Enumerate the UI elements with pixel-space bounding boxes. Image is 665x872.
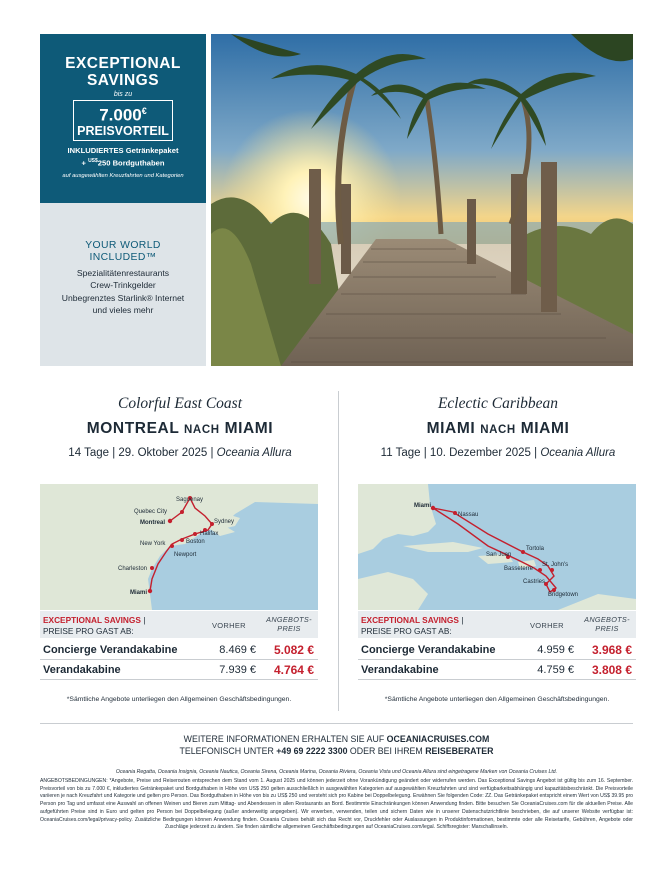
promo-amount: 7.000€	[99, 105, 147, 125]
fineprint: *Sämtliche Angebote unterliegen den Allgemeinen Geschäftsbedingungen.	[66, 696, 292, 703]
your-world-item: und vieles mehr	[92, 305, 154, 316]
trademark-notice: Oceania Regatta, Oceania Insignia, Oceania Nautica, Oceania Sirena, Oceania Marina, Oceania Riviera, Oceania Vista und Oceania Allura sind eingetragene Marken von Oceania Cruises Ltd.	[115, 769, 558, 775]
map-label: Nassau	[458, 512, 479, 518]
map-label: Castries	[523, 579, 546, 585]
map-label: Basseterre	[504, 566, 534, 572]
cruise-info: 11 Tage | 10. Dezember 2025 | Oceania Allura	[380, 447, 616, 459]
price-header: EXCEPTIONAL SAVINGS | PREISE PRO GAST AB: VORHER ANGEBOTS- PREIS	[40, 611, 318, 638]
map-label: Bridgetown	[548, 592, 579, 598]
your-world-item: Crew-Trinkgelder	[90, 280, 156, 291]
map-label: Montreal	[140, 520, 166, 526]
promo-preisvorteil: PREISVORTEIL	[77, 123, 169, 138]
map-label: Halifax	[200, 531, 219, 537]
map-label: Newport	[174, 552, 197, 558]
cruise-info: 14 Tage | 29. Oktober 2025 | Oceania Allura	[68, 447, 292, 459]
cruise-route: MONTREAL NACH MIAMI	[86, 420, 274, 437]
hero-beach-image	[211, 34, 633, 366]
your-world-item: Spezialitätenrestaurants	[76, 268, 170, 278]
price-row: Verandakabine 7.939 € 4.764 €	[40, 660, 318, 680]
promo-bis-zu: bis zu	[113, 91, 133, 98]
price-header: EXCEPTIONAL SAVINGS | PREISE PRO GAST AB: VORHER ANGEBOTS- PREIS	[358, 611, 636, 638]
map-label: Tortola	[526, 546, 545, 552]
your-world-title: YOUR WORLD INCLUDED™	[85, 240, 161, 263]
map-label: Charleston	[118, 566, 148, 572]
website-link[interactable]: OCEANIACRUISES.COM	[386, 734, 490, 744]
promo-panel	[40, 34, 206, 203]
your-world-item: Unbegrenztes Starlink® Internet	[61, 292, 185, 303]
promo-note: auf ausgewählten Kreuzfahrten und Kategorien	[62, 173, 184, 180]
map-label: Miami	[414, 503, 432, 509]
contact-info: WEITERE INFORMATIONEN ERHALTEN SIE AUF OCEANIACRUISES.COM TELEFONISCH UNTER +49 69 2222 3300 ODER BEI IHREM REISEBERATER	[179, 734, 494, 756]
map-label: St. John's	[542, 562, 569, 568]
map-label: Boston	[186, 539, 205, 545]
offer-conditions: ANGEBOTSBEDINGUNGEN: *Angebote, Preise und Reiserouten entsprechen dem Stand vom 1. August 2025 und können jederzeit ohne Vorankündigung geändert oder widerrufen werden. Das Exceptional Savings Angebot ist gültig bis zum 16. September. Preisvorteil von bis zu 7.000 €, inkludiertes Getränkepaket und Bordguthaben in Höhe von US$ 250 gelten ausschließlich in ausgewählten Kategorien auf ausgewählten Kreuzfahrten und sind verfügbarkeitsabhängig und kapazitätsbeschränkt. Die Preisvorteile variieren je nach Kreuzfahrt und Kategorie und gelten pro Person. Das Bordguthaben in Höhe von bis zu US$ 250 und versteht sich pro Kabine bei Doppelbelegung. Erwähnen Sie folgenden Code: ZZ. Das Getränkepaket entspricht einem Wert von US$ 39.95 pro Person pro Tag und umfasst eine Auswahl an offenen Weinen und Bieren zum Mittag- und Abendessen in allen Restaurants an Bord. Bestimmte Einschränkungen können Anwendung finden. Bitte besuchen Sie OceaniaCruises.com für die aktuellen Preise. Alle aufgeführten Preise sind in Euro und gelten pro Person bei Doppelbelegung (außer anderweitig angegeben). Wir erwerben, verwenden, teilen und sichern Daten wie in unserer Datenschutzrichtlinie beschrieben, die auf unserer Website verfügbar ist: OceaniaCruises.com/legal/privacy-policy. Zusätzliche Bedingungen können Anwendung finden. Oceania Cruises behält sich das Recht vor, Druckfehler oder Auslassungen in Produktinformationen, bestimmte oder alle Reisetarife, Gebühren, Angebote oder Zuschläge jederzeit zu ändern. Sie finden sämtliche allgemeinen Geschäftsbedingungen auf OceaniaCruises.com/legal. Schiffsregister: Marschallinseln.	[40, 778, 633, 831]
your-world-list	[40, 267, 206, 317]
map-label: Sydney	[214, 519, 235, 525]
cruise-east-coast	[40, 395, 320, 459]
price-row: Concierge Verandakabine 4.959 € 3.968 €	[358, 640, 636, 660]
promo-included-drinks: INKLUDIERTES Getränkepaket	[67, 145, 179, 155]
map-label: Miami	[130, 590, 148, 596]
fineprint: *Sämtliche Angebote unterliegen den Allgemeinen Geschäftsbedingungen.	[384, 696, 610, 703]
column-divider	[338, 391, 339, 711]
promo-included-credit: + $^{US\$}$250 Bordguthaben	[81, 157, 165, 168]
cruise-route: MIAMI NACH MIAMI	[426, 420, 570, 437]
promo-title: EXCEPTIONAL SAVINGS	[65, 55, 181, 89]
price-row: Verandakabine 4.759 € 3.808 €	[358, 660, 636, 680]
map-label: New York	[140, 541, 166, 547]
price-row: Concierge Verandakabine 8.469 € 5.082 €	[40, 640, 318, 660]
map-label: San Juan	[486, 552, 512, 558]
cruise-caribbean	[358, 395, 638, 459]
phone-number[interactable]: +49 69 2222 3300	[276, 745, 348, 756]
map-label: Saguenay	[176, 497, 204, 503]
cruise-subtitle: Colorful East Coast	[117, 395, 243, 412]
map-label: Quebec City	[134, 509, 168, 515]
route-map-caribbean	[358, 484, 636, 610]
cruise-subtitle: Eclectic Caribbean	[437, 395, 559, 412]
route-map-east-coast	[40, 484, 318, 610]
footer-divider	[40, 723, 633, 724]
your-world-panel	[40, 203, 206, 366]
promo-savings-box	[73, 100, 173, 141]
